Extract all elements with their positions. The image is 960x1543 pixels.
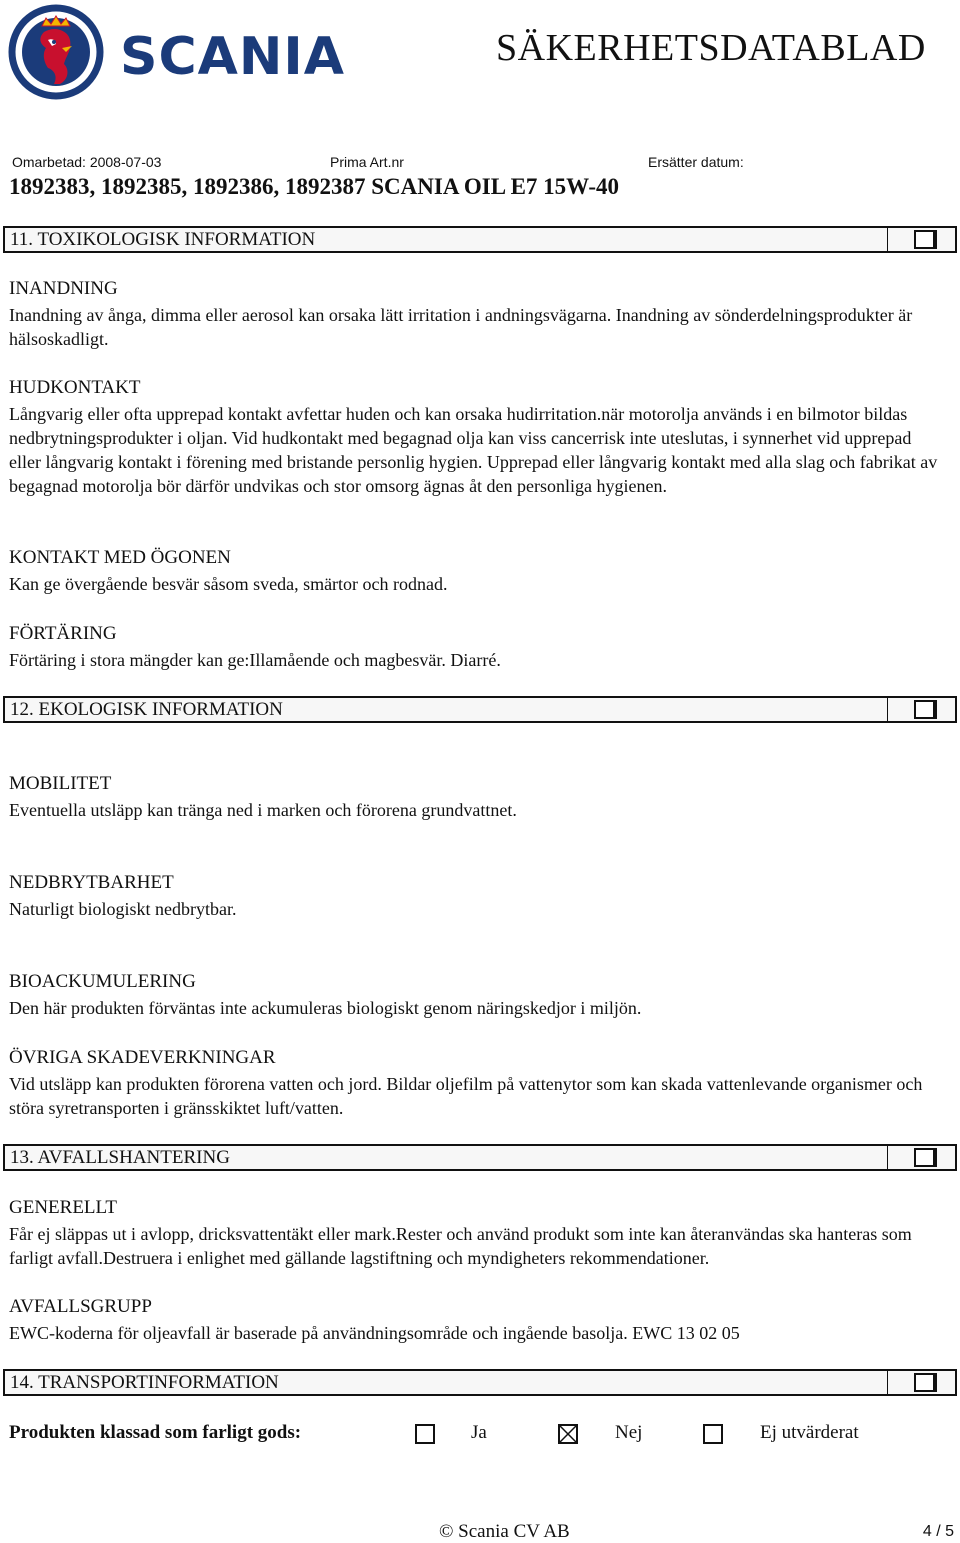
text-hudkontakt: Långvarig eller ofta upprepad kontakt avfettar huden och kan orsaka hudirritation.när motorolja används i en bilmotor bildas nedbrytningsprodukter i oljan. Vid hudkontakt med begagnad olja kan viss cancerrisk inte uteslutas, i synnerhet vid upprepad eller långvarig kontakt i förening med bristande personlig hygien. Upprepad eller långvarig kontakt med alla slag och fabrikat av begagnad motorolja bör därför undvikas och stor omsorg ägnas åt den personliga hygienen. xyxy=(9,404,938,496)
footer-copyright: © Scania CV AB xyxy=(439,1521,570,1542)
divider xyxy=(887,1371,888,1394)
heading-avfallsgrupp: AVFALLSGRUPP xyxy=(9,1296,152,1317)
text-fortaring: Förtäring i stora mängder kan ge:Illamående och magbesvär. Diarré. xyxy=(9,650,501,670)
heading-kontakt-med-ogonen: KONTAKT MED ÖGONEN xyxy=(9,547,231,568)
text-generellt: Får ej släppas ut i avlopp, dricksvattentäkt eller mark.Rester och använd produkt som inte kan återanvändas ska hanteras som farligt avfall.Destruera i enlighet med gällande lagstiftning och myndigheters rekommendationer. xyxy=(9,1224,912,1268)
checkbox-ja xyxy=(415,1424,435,1444)
scania-logo xyxy=(8,4,380,105)
option-ja-label: Ja xyxy=(471,1422,487,1443)
section-title: 14. TRANSPORTINFORMATION xyxy=(10,1372,279,1393)
heading-nedbrytbarhet: NEDBRYTBARHET xyxy=(9,872,174,893)
page-number: 4 / 5 xyxy=(922,1523,954,1540)
revised-date: Omarbetad: 2008-07-03 xyxy=(12,154,162,170)
section-checkbox-icon xyxy=(914,1148,935,1167)
divider xyxy=(887,228,888,251)
heading-fortaring: FÖRTÄRING xyxy=(9,623,117,644)
dangerous-goods-label: Produkten klassad som farligt gods: xyxy=(9,1422,302,1443)
section-12-bar xyxy=(3,696,957,723)
section-14-bar xyxy=(3,1369,957,1396)
griffin-emblem-icon xyxy=(8,4,380,100)
scania-wordmark: SCANIA xyxy=(120,27,345,87)
replaces-date: Ersätter datum: xyxy=(648,154,744,170)
heading-generellt: GENERELLT xyxy=(9,1197,118,1218)
section-checkbox-icon xyxy=(914,230,935,249)
text-inandning: Inandning av ånga, dimma eller aerosol kan orsaka lätt irritation i andningsvägarna. Inandning av sönderdelningsprodukter är hälsoskadligt. xyxy=(9,305,913,349)
section-13-bar xyxy=(3,1144,957,1171)
checkbox-nej xyxy=(558,1424,578,1444)
section-title: 12. EKOLOGISK INFORMATION xyxy=(10,699,283,720)
text-avfallsgrupp: EWC-koderna för oljeavfall är baserade på användningsområde och ingående basolja. EWC 13 02 05 xyxy=(9,1323,740,1343)
text-kontakt-med-ogonen: Kan ge övergående besvär såsom sveda, smärtor och rodnad. xyxy=(9,574,448,594)
checkmark-x-icon xyxy=(560,1426,576,1442)
option-nej-label: Nej xyxy=(615,1422,643,1443)
section-11-bar xyxy=(3,226,957,253)
heading-hudkontakt: HUDKONTAKT xyxy=(9,377,141,398)
section-title: 11. TOXIKOLOGISK INFORMATION xyxy=(10,229,316,250)
document-title: SÄKERHETSDATABLAD xyxy=(496,27,926,69)
section-checkbox-icon xyxy=(914,700,935,719)
heading-bioackumulering: BIOACKUMULERING xyxy=(9,971,196,992)
section-title: 13. AVFALLSHANTERING xyxy=(10,1147,230,1168)
product-identifier: 1892383, 1892385, 1892386, 1892387 SCANIA OIL E7 15W-40 xyxy=(9,174,619,199)
heading-mobilitet: MOBILITET xyxy=(9,773,112,794)
text-ovriga-skadeverkningar: Vid utsläpp kan produkten förorena vatten och jord. Bildar oljefilm på vattenytor som kan skada vattenlevande organismer och störa syretransporten i gränsskiktet luft/vatten. xyxy=(9,1074,923,1118)
prima-art-nr: Prima Art.nr xyxy=(330,154,404,170)
heading-ovriga-skadeverkningar: ÖVRIGA SKADEVERKNINGAR xyxy=(9,1047,276,1068)
text-nedbrytbarhet: Naturligt biologiskt nedbrytbar. xyxy=(9,899,237,919)
section-checkbox-icon xyxy=(914,1373,935,1392)
heading-inandning: INANDNING xyxy=(9,278,118,299)
divider xyxy=(887,698,888,721)
divider xyxy=(887,1146,888,1169)
text-bioackumulering: Den här produkten förväntas inte ackumuleras biologiskt genom näringskedjor i miljön. xyxy=(9,998,642,1018)
text-mobilitet: Eventuella utsläpp kan tränga ned i marken och förorena grundvattnet. xyxy=(9,800,517,820)
option-ej-utvarderat-label: Ej utvärderat xyxy=(760,1422,859,1443)
checkbox-ej-utvarderat xyxy=(703,1424,723,1444)
